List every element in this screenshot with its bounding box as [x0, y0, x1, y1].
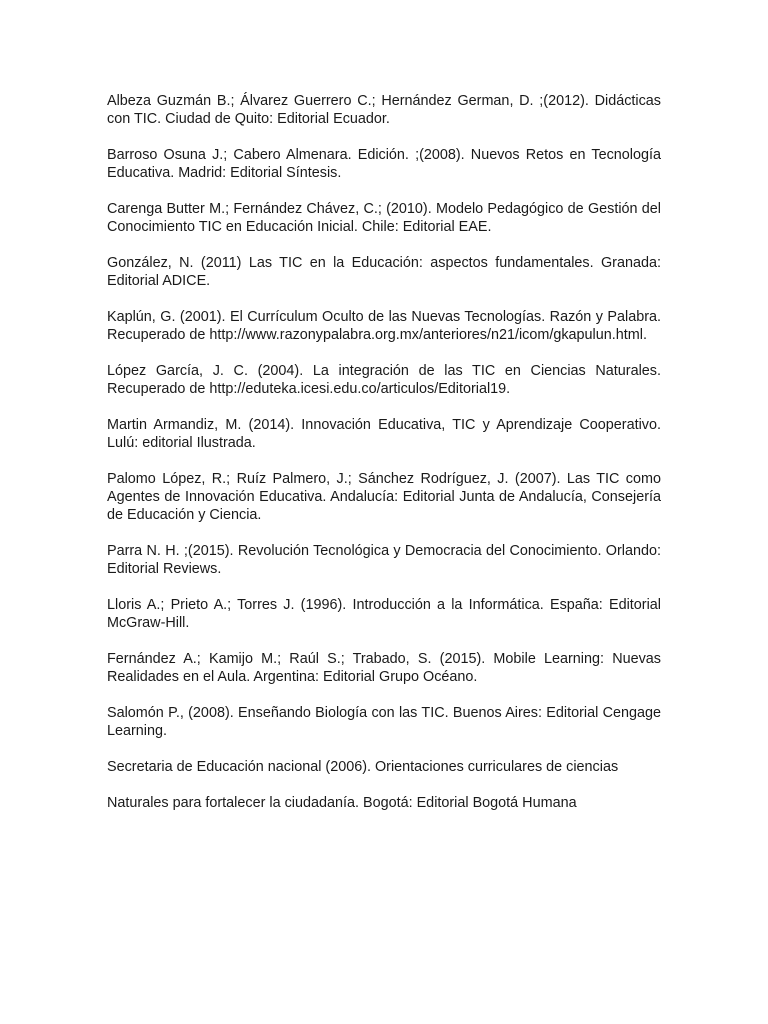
reference-entry: Secretaria de Educación nacional (2006). Orientaciones curriculares de ciencias — [107, 759, 619, 775]
reference-entry: Carenga Butter M.; Fernández Chávez, C.; (2010). Modelo Pedagógico de Gestión del Conocimiento TIC en Educación Inicial. Chile: Editorial EAE. — [107, 201, 661, 235]
reference-entry: Martin Armandiz, M. (2014). Innovación Educativa, TIC y Aprendizaje Cooperativo. Lulú: editorial Ilustrada. — [107, 417, 661, 451]
reference-entry: Naturales para fortalecer la ciudadanía. Bogotá: Editorial Bogotá Humana — [107, 795, 577, 811]
reference-entry: Kaplún, G. (2001). El Currículum Oculto de las Nuevas Tecnologías. Razón y Palabra. Recuperado de http://www.razonypalabra.org.mx/anteriores/n21/icom/gkapulun.html. — [107, 309, 661, 343]
reference-entry: Palomo López, R.; Ruíz Palmero, J.; Sánchez Rodríguez, J. (2007). Las TIC como Agentes de Innovación Educativa. Andalucía: Editorial Junta de Andalucía, Consejería de Educación y Ciencia. — [107, 471, 661, 523]
reference-entry: Fernández A.; Kamijo M.; Raúl S.; Trabado, S. (2015). Mobile Learning: Nuevas Realidades en el Aula. Argentina: Editorial Grupo Océano. — [107, 651, 661, 685]
reference-entry: Salomón P., (2008). Enseñando Biología con las TIC. Buenos Aires: Editorial Cengage Learning. — [107, 705, 661, 739]
reference-entry: Lloris A.; Prieto A.; Torres J. (1996). Introducción a la Informática. España: Editorial McGraw-Hill. — [107, 597, 661, 631]
reference-entry: González, N. (2011) Las TIC en la Educación: aspectos fundamentales. Granada: Editorial ADICE. — [107, 255, 661, 289]
reference-entry: López García, J. C. (2004). La integración de las TIC en Ciencias Naturales. Recuperado de http://eduteka.icesi.edu.co/articulos/Editorial19. — [107, 363, 661, 397]
reference-entry: Albeza Guzmán B.; Álvarez Guerrero C.; Hernández German, D. ;(2012). Didácticas con TIC. Ciudad de Quito: Editorial Ecuador. — [107, 93, 661, 127]
reference-entry: Barroso Osuna J.; Cabero Almenara. Edición. ;(2008). Nuevos Retos en Tecnología Educativa. Madrid: Editorial Síntesis. — [107, 147, 661, 181]
reference-entry: Parra N. H. ;(2015). Revolución Tecnológica y Democracia del Conocimiento. Orlando: Editorial Reviews. — [107, 543, 661, 577]
reference-list — [107, 92, 661, 830]
